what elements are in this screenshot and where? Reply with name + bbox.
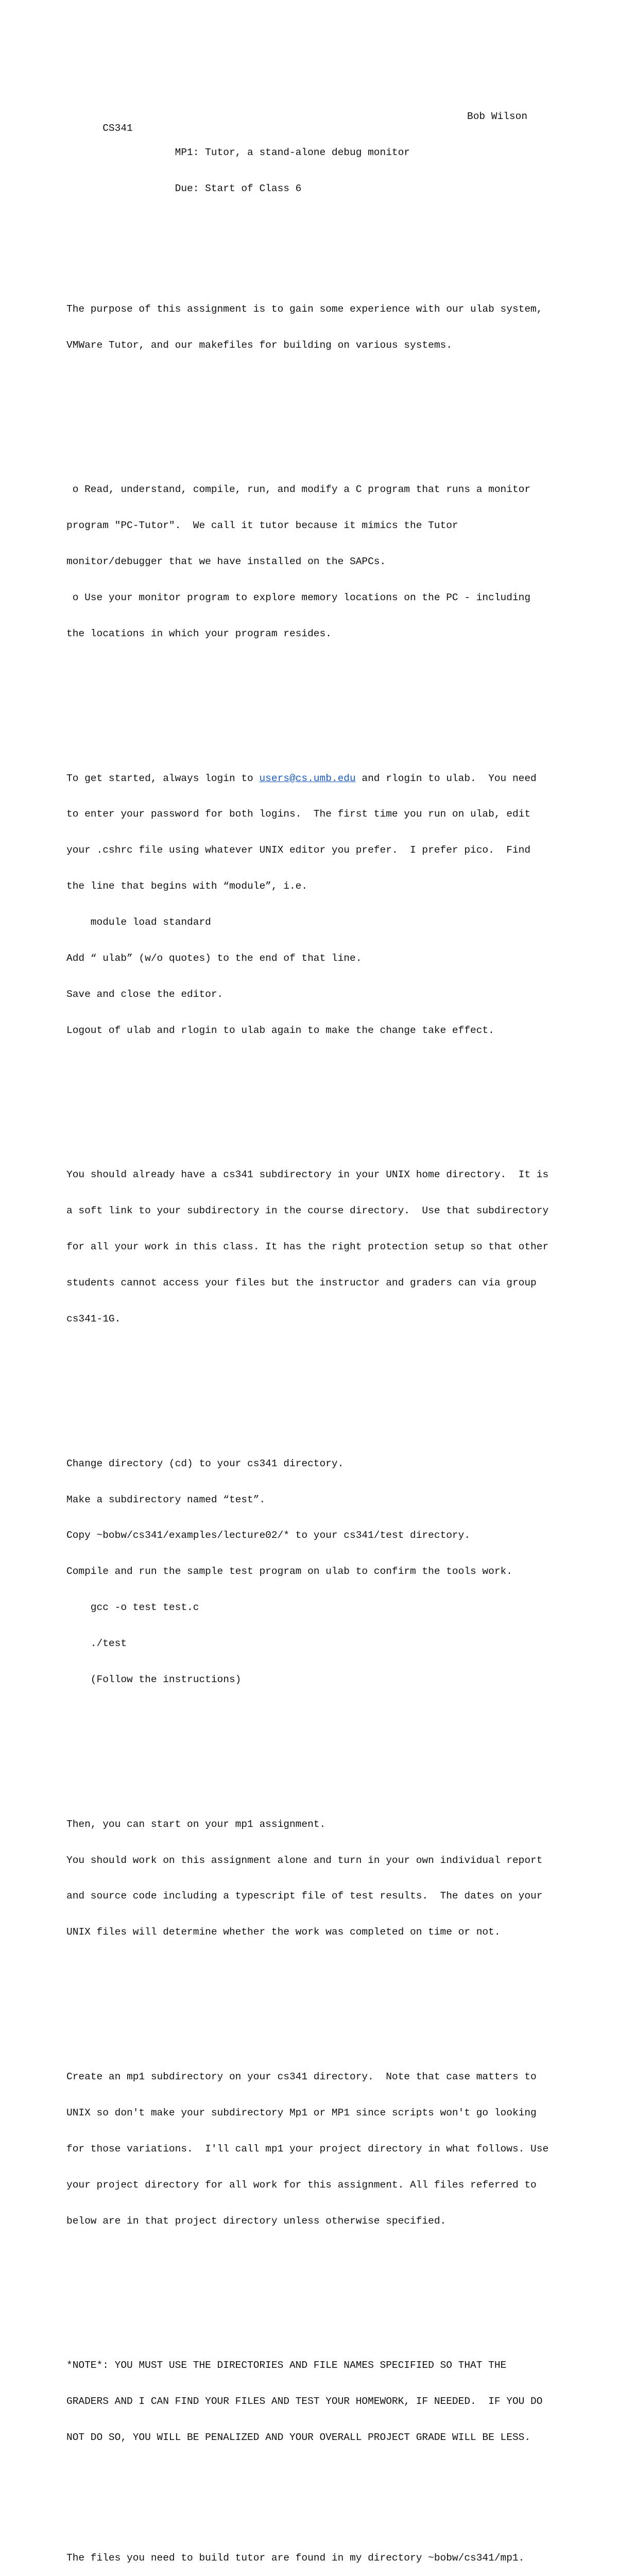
intro-line: VMWare Tutor, and our makefiles for building on various systems. (66, 339, 452, 351)
project-directory-line: for those variations. I'll call mp1 your project directory in what follows. Use (66, 2143, 549, 2155)
code-line: module load standard (66, 917, 211, 928)
objective-line: monitor/debugger that we have installed on the SAPCs. (66, 556, 386, 568)
test-steps-paragraph (66, 1434, 548, 1710)
subdirectory-line: a soft link to your subdirectory in the course directory. Use that subdirectory (66, 1205, 549, 1217)
project-directory-line: your project directory for all work for this assignment. All files referred to (66, 2179, 537, 2191)
course-code: CS341 (102, 123, 133, 134)
subdirectory-line: cs341-1G. (66, 1313, 121, 1325)
mp1-start-line: Then, you can start on your mp1 assignment. (66, 1818, 326, 1830)
subdirectory-line: for all your work in this class. It has the right protection setup so that other (66, 1241, 549, 1253)
code-line: gcc -o test test.c (66, 1602, 199, 1614)
note-line: *NOTE*: YOU MUST USE THE DIRECTORIES AND FILE NAMES SPECIFIED SO THAT THE (66, 2360, 507, 2371)
project-directory-line: UNIX so don't make your subdirectory Mp1 or MP1 since scripts won't go looking (66, 2107, 537, 2119)
subdirectory-paragraph (66, 1145, 548, 1349)
test-step-line: Make a subdirectory named “test”. (66, 1494, 266, 1505)
objective-line: the locations in which your program resides. (66, 628, 332, 639)
header-row (66, 110, 530, 134)
getting-started-paragraph (66, 749, 548, 1061)
test-step-line: Change directory (cd) to your cs341 directory. (66, 1458, 344, 1469)
getting-started-line: Add “ ulab” (w/o quotes) to the end of that line. (66, 952, 362, 964)
document-body (66, 75, 548, 2576)
getting-started-suffix: and rlogin to ulab. You need (355, 772, 537, 784)
note-line: NOT DO SO, YOU WILL BE PENALIZED AND YOUR OVERALL PROJECT GRADE WILL BE LESS. (66, 2431, 531, 2443)
email-link[interactable]: users@cs.umb.edu (259, 772, 356, 784)
mp1-start-line: UNIX files will determine whether the work was completed on time or not. (66, 1926, 501, 1938)
getting-started-line: Logout of ulab and rlogin to ulab again to make the change take effect. (66, 1024, 494, 1036)
intro-paragraph (66, 279, 548, 375)
objective-line: o Read, understand, compile, run, and modify a C program that runs a monitor (66, 484, 531, 496)
assignment-title: MP1: Tutor, a stand-alone debug monitor (66, 146, 410, 158)
getting-started-line: to enter your password for both logins. The first time you run on ulab, edit (66, 808, 531, 820)
note-line: GRADERS AND I CAN FIND YOUR FILES AND TEST YOUR HOMEWORK, IF NEEDED. IF YOU DO (66, 2396, 543, 2408)
getting-started-line: the line that begins with “module”, i.e. (66, 880, 308, 892)
due-date: Due: Start of Class 6 (66, 182, 302, 194)
project-directory-line: below are in that project directory unless otherwise specified. (66, 2215, 447, 2227)
code-line: ./test (66, 1638, 127, 1650)
test-step-line: Copy ~bobw/cs341/examples/lecture02/* to your cs341/test directory. (66, 1530, 471, 1541)
files-location-line: The files you need to build tutor are found in my directory ~bobw/cs341/mp1. (66, 2552, 525, 2564)
mp1-start-line: You should work on this assignment alone and turn in your own individual report (66, 1854, 543, 1866)
mp1-start-paragraph (66, 1794, 548, 1962)
author-name: Bob Wilson (467, 110, 528, 122)
getting-started-first-line (66, 773, 548, 785)
code-line: (Follow the instructions) (66, 1673, 242, 1685)
subdirectory-line: students cannot access your files but the instructor and graders can via group (66, 1277, 537, 1289)
getting-started-line: Save and close the editor. (66, 988, 224, 1000)
project-directory-paragraph (66, 2047, 548, 2251)
objectives-list (66, 460, 548, 664)
test-step-line: Compile and run the sample test program on ulab to confirm the tools work. (66, 1566, 512, 1578)
objective-line: o Use your monitor program to explore memory locations on the PC - including (66, 591, 531, 603)
mp1-start-line: and source code including a typescript file of test results. The dates on your (66, 1890, 543, 1902)
project-directory-line: Create an mp1 subdirectory on your cs341 directory. Note that case matters to (66, 2071, 537, 2082)
intro-line: The purpose of this assignment is to gain some experience with our ulab system, (66, 303, 543, 315)
objective-line: program "PC-Tutor". We call it tutor because it mimics the Tutor (66, 520, 458, 532)
note-paragraph (66, 2336, 548, 2468)
getting-started-line: your .cshrc file using whatever UNIX editor you prefer. I prefer pico. Find (66, 844, 531, 856)
getting-started-prefix: To get started, always login to (66, 772, 260, 784)
subdirectory-line: You should already have a cs341 subdirectory in your UNIX home directory. It is (66, 1169, 549, 1181)
